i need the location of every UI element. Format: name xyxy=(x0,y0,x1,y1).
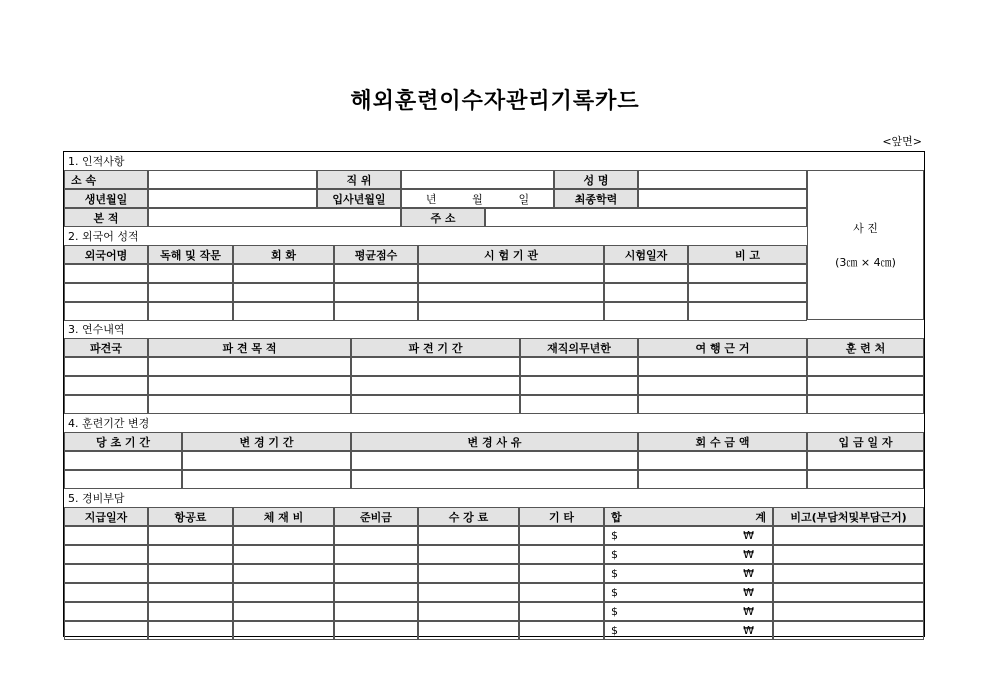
s5-cell-r3-c4[interactable] xyxy=(418,583,519,602)
s2-cell-r1-c5[interactable] xyxy=(604,283,688,302)
s5-cell-r1-c0[interactable] xyxy=(64,545,148,564)
s5-header-1: 항공료 xyxy=(148,507,233,526)
s4-cell-r0-c1[interactable] xyxy=(182,451,351,470)
won-sign: ₩ xyxy=(743,529,754,542)
side-label: <앞면> xyxy=(882,135,922,148)
s5-cell-r4-c1[interactable] xyxy=(148,602,233,621)
label-domicile: 본 적 xyxy=(64,208,148,227)
s5-header-0: 지급일자 xyxy=(64,507,148,526)
label-address: 주 소 xyxy=(401,208,485,227)
s5-cell-r5-c0[interactable] xyxy=(64,621,148,640)
s5-cell-r0-c4[interactable] xyxy=(418,526,519,545)
s3-cell-r1-c4[interactable] xyxy=(638,376,807,395)
dollar-sign: $ xyxy=(611,567,618,580)
birth-field[interactable] xyxy=(148,189,317,208)
s3-cell-r0-c3[interactable] xyxy=(520,357,638,376)
s5-sum-cell-r2[interactable] xyxy=(604,564,773,583)
s4-header-2: 변 경 사 유 xyxy=(351,432,638,451)
s5-cell-r5-c5[interactable] xyxy=(519,621,604,640)
s3-cell-r2-c1[interactable] xyxy=(148,395,351,414)
education-field[interactable] xyxy=(638,189,807,208)
s3-header-2: 파 견 기 간 xyxy=(351,338,520,357)
s5-cell-r0-c1[interactable] xyxy=(148,526,233,545)
s5-header-sum xyxy=(604,507,773,526)
s5-cell-r3-c5[interactable] xyxy=(519,583,604,602)
s5-cell-r3-c0[interactable] xyxy=(64,583,148,602)
s5-remark-cell-r3[interactable] xyxy=(773,583,924,602)
s2-cell-r2-c3[interactable] xyxy=(334,302,418,321)
s3-cell-r0-c5[interactable] xyxy=(807,357,924,376)
s2-cell-r0-c0[interactable] xyxy=(64,264,148,283)
s5-sum-cell-r4[interactable] xyxy=(604,602,773,621)
s2-header-3: 평균점수 xyxy=(334,245,418,264)
sum-label-1: 합 xyxy=(611,510,622,524)
dollar-sign: $ xyxy=(611,529,618,542)
dollar-sign: $ xyxy=(611,548,618,561)
s2-cell-r1-c0[interactable] xyxy=(64,283,148,302)
s4-header-3: 회 수 금 액 xyxy=(638,432,807,451)
join-date-field[interactable] xyxy=(401,189,554,208)
s5-remark-cell-r2[interactable] xyxy=(773,564,924,583)
s5-cell-r1-c3[interactable] xyxy=(334,545,418,564)
s5-cell-r4-c0[interactable] xyxy=(64,602,148,621)
s5-remark-cell-r5[interactable] xyxy=(773,621,924,640)
page-title: 해외훈련이수자관리기록카드 xyxy=(350,89,640,114)
affiliation-field[interactable] xyxy=(148,170,317,189)
s2-cell-r2-c2[interactable] xyxy=(233,302,334,321)
name-field[interactable] xyxy=(638,170,807,189)
s5-remark-cell-r0[interactable] xyxy=(773,526,924,545)
s5-cell-r5-c3[interactable] xyxy=(334,621,418,640)
won-sign: ₩ xyxy=(743,605,754,618)
s2-cell-r0-c2[interactable] xyxy=(233,264,334,283)
s4-cell-r0-c0[interactable] xyxy=(64,451,182,470)
section-title-expenses: 5. 경비부담 xyxy=(68,492,125,505)
s2-cell-r0-c4[interactable] xyxy=(418,264,604,283)
s3-cell-r1-c5[interactable] xyxy=(807,376,924,395)
s3-cell-r2-c4[interactable] xyxy=(638,395,807,414)
s5-remark-cell-r1[interactable] xyxy=(773,545,924,564)
s3-cell-r0-c1[interactable] xyxy=(148,357,351,376)
dollar-sign: $ xyxy=(611,624,618,637)
s4-header-4: 입 금 일 자 xyxy=(807,432,924,451)
s3-cell-r0-c0[interactable] xyxy=(64,357,148,376)
won-sign: ₩ xyxy=(743,586,754,599)
s5-cell-r3-c2[interactable] xyxy=(233,583,334,602)
s3-cell-r1-c0[interactable] xyxy=(64,376,148,395)
won-sign: ₩ xyxy=(743,567,754,580)
dollar-sign: $ xyxy=(611,586,618,599)
s4-cell-r0-c3[interactable] xyxy=(638,451,807,470)
s4-cell-r1-c2[interactable] xyxy=(351,470,638,489)
s5-header-4: 수 강 료 xyxy=(418,507,519,526)
s5-cell-r2-c2[interactable] xyxy=(233,564,334,583)
s2-header-6: 비 고 xyxy=(688,245,807,264)
s5-cell-r5-c4[interactable] xyxy=(418,621,519,640)
s2-cell-r1-c3[interactable] xyxy=(334,283,418,302)
s2-cell-r0-c3[interactable] xyxy=(334,264,418,283)
s5-header-2: 체 재 비 xyxy=(233,507,334,526)
s4-cell-r1-c0[interactable] xyxy=(64,470,182,489)
s3-cell-r2-c3[interactable] xyxy=(520,395,638,414)
s5-cell-r1-c1[interactable] xyxy=(148,545,233,564)
s2-header-2: 회 화 xyxy=(233,245,334,264)
section-title-personal: 1. 인적사항 xyxy=(68,155,125,168)
s5-cell-r0-c2[interactable] xyxy=(233,526,334,545)
s3-cell-r2-c5[interactable] xyxy=(807,395,924,414)
s5-cell-r5-c2[interactable] xyxy=(233,621,334,640)
s4-cell-r0-c4[interactable] xyxy=(807,451,924,470)
photo-label: 사 진 xyxy=(853,222,878,235)
s2-cell-r1-c4[interactable] xyxy=(418,283,604,302)
label-birth: 생년월일 xyxy=(64,189,148,208)
s5-sum-cell-r3[interactable] xyxy=(604,583,773,602)
s2-header-5: 시험일자 xyxy=(604,245,688,264)
s4-cell-r1-c1[interactable] xyxy=(182,470,351,489)
s5-cell-r4-c5[interactable] xyxy=(519,602,604,621)
s3-header-5: 훈 련 처 xyxy=(807,338,924,357)
s2-cell-r2-c5[interactable] xyxy=(604,302,688,321)
won-sign: ₩ xyxy=(743,624,754,637)
photo-box xyxy=(807,170,924,320)
s2-header-0: 외국어명 xyxy=(64,245,148,264)
s5-cell-r5-c1[interactable] xyxy=(148,621,233,640)
s4-header-1: 변 경 기 간 xyxy=(182,432,351,451)
s3-header-0: 파견국 xyxy=(64,338,148,357)
s3-header-3: 재직의무년한 xyxy=(520,338,638,357)
s5-cell-r2-c0[interactable] xyxy=(64,564,148,583)
s5-cell-r4-c3[interactable] xyxy=(334,602,418,621)
s5-sum-cell-r5[interactable] xyxy=(604,621,773,640)
s2-cell-r0-c1[interactable] xyxy=(148,264,233,283)
s3-header-1: 파 견 목 적 xyxy=(148,338,351,357)
s5-cell-r1-c2[interactable] xyxy=(233,545,334,564)
year-unit: 년 xyxy=(425,192,437,206)
s3-cell-r2-c2[interactable] xyxy=(351,395,520,414)
s3-cell-r1-c1[interactable] xyxy=(148,376,351,395)
month-unit: 월 xyxy=(472,192,483,206)
s3-cell-r0-c2[interactable] xyxy=(351,357,520,376)
section-title-period-change: 4. 훈련기간 변경 xyxy=(68,417,150,430)
s5-sum-cell-r1[interactable] xyxy=(604,545,773,564)
s5-cell-r2-c3[interactable] xyxy=(334,564,418,583)
s3-header-4: 여 행 근 거 xyxy=(638,338,807,357)
s5-remark-cell-r4[interactable] xyxy=(773,602,924,621)
photo-size: (3㎝ × 4㎝) xyxy=(835,256,896,269)
record-card-form xyxy=(63,151,925,637)
s4-cell-r1-c4[interactable] xyxy=(807,470,924,489)
section-title-language: 2. 외국어 성적 xyxy=(68,230,139,243)
dollar-sign: $ xyxy=(611,605,618,618)
s3-cell-r2-c0[interactable] xyxy=(64,395,148,414)
s4-cell-r0-c2[interactable] xyxy=(351,451,638,470)
address-field[interactable] xyxy=(485,208,807,227)
s5-header-3: 준비금 xyxy=(334,507,418,526)
s5-cell-r2-c5[interactable] xyxy=(519,564,604,583)
label-join-date: 입사년월일 xyxy=(317,189,401,208)
s2-cell-r1-c2[interactable] xyxy=(233,283,334,302)
s5-cell-r0-c3[interactable] xyxy=(334,526,418,545)
s2-cell-r0-c6[interactable] xyxy=(688,264,807,283)
s3-cell-r1-c3[interactable] xyxy=(520,376,638,395)
s5-cell-r4-c2[interactable] xyxy=(233,602,334,621)
s5-cell-r1-c4[interactable] xyxy=(418,545,519,564)
s5-header-5: 기 타 xyxy=(519,507,604,526)
s2-header-4: 시 험 기 관 xyxy=(418,245,604,264)
s2-header-1: 독해 및 작문 xyxy=(148,245,233,264)
s5-cell-r0-c0[interactable] xyxy=(64,526,148,545)
s5-cell-r0-c5[interactable] xyxy=(519,526,604,545)
s5-header-remark: 비고(부담처및부담근거) xyxy=(773,507,924,526)
label-name: 성 명 xyxy=(554,170,638,189)
day-unit: 일 xyxy=(518,192,530,206)
s4-cell-r1-c3[interactable] xyxy=(638,470,807,489)
label-education: 최종학력 xyxy=(554,189,638,208)
s2-cell-r1-c1[interactable] xyxy=(148,283,233,302)
s2-cell-r2-c4[interactable] xyxy=(418,302,604,321)
section-title-training: 3. 연수내역 xyxy=(68,323,125,336)
s5-cell-r2-c4[interactable] xyxy=(418,564,519,583)
s2-cell-r2-c1[interactable] xyxy=(148,302,233,321)
label-position: 직 위 xyxy=(317,170,401,189)
domicile-field[interactable] xyxy=(148,208,401,227)
position-field[interactable] xyxy=(401,170,554,189)
s5-cell-r4-c4[interactable] xyxy=(418,602,519,621)
s5-cell-r3-c1[interactable] xyxy=(148,583,233,602)
s5-cell-r2-c1[interactable] xyxy=(148,564,233,583)
s4-header-0: 당 초 기 간 xyxy=(64,432,182,451)
s2-cell-r0-c5[interactable] xyxy=(604,264,688,283)
s2-cell-r2-c0[interactable] xyxy=(64,302,148,321)
s3-cell-r1-c2[interactable] xyxy=(351,376,520,395)
s5-cell-r1-c5[interactable] xyxy=(519,545,604,564)
s5-cell-r3-c3[interactable] xyxy=(334,583,418,602)
s5-sum-cell-r0[interactable] xyxy=(604,526,773,545)
label-affiliation: 소 속 xyxy=(64,170,148,189)
won-sign: ₩ xyxy=(743,548,754,561)
s3-cell-r0-c4[interactable] xyxy=(638,357,807,376)
s2-cell-r1-c6[interactable] xyxy=(688,283,807,302)
sum-label-2: 계 xyxy=(755,510,766,524)
s2-cell-r2-c6[interactable] xyxy=(688,302,807,321)
